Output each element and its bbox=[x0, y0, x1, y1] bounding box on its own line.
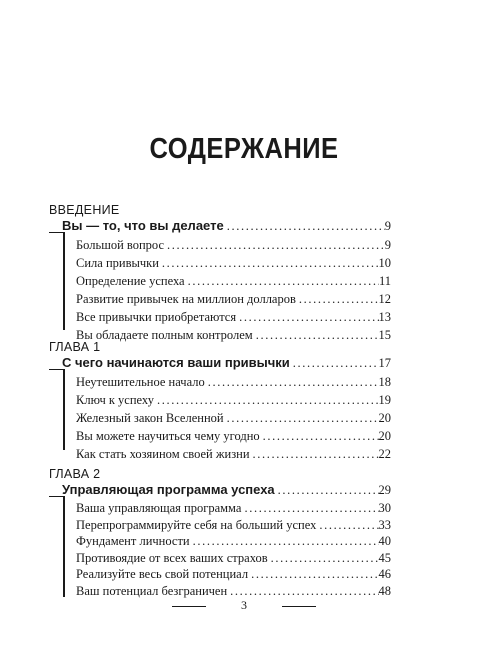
dot-leader bbox=[190, 532, 379, 550]
dot-leader bbox=[224, 217, 385, 235]
dot-leader bbox=[241, 499, 378, 517]
entry-title: Фундамент личности bbox=[76, 534, 190, 549]
section-vertical-bar bbox=[63, 369, 65, 450]
toc-entry[interactable] bbox=[76, 582, 391, 600]
page-number: 3 bbox=[241, 598, 247, 612]
page-ref: 30 bbox=[378, 501, 391, 515]
entry-title: Перепрограммируйте себя на больший успех bbox=[76, 517, 317, 532]
dot-leader bbox=[275, 481, 379, 499]
page-ref: 9 bbox=[384, 219, 391, 233]
page-ref: 45 bbox=[378, 550, 391, 565]
dot-leader bbox=[205, 373, 379, 391]
entry-title: Определение успеха bbox=[76, 274, 185, 288]
page-ref: 13 bbox=[378, 310, 391, 324]
entry-title: Развитие привычек на миллион долларов bbox=[76, 292, 296, 306]
chapter-title: Вы — то, что вы делаете bbox=[62, 218, 224, 233]
folio-rule-right bbox=[282, 606, 316, 607]
page-ref: 17 bbox=[378, 356, 391, 370]
dot-leader bbox=[248, 565, 378, 583]
toc-chapter-entry[interactable] bbox=[62, 217, 391, 235]
page-ref: 33 bbox=[378, 517, 391, 532]
dot-leader bbox=[296, 290, 379, 308]
dot-leader bbox=[227, 582, 378, 600]
entry-title: Неутешительное начало bbox=[76, 375, 205, 389]
entry-title: Все привычки приобретаются bbox=[76, 310, 237, 324]
entry-title: Ваша управляющая программа bbox=[76, 501, 242, 515]
page-ref: 12 bbox=[378, 292, 391, 306]
entry-title: Как стать хозяином своей жизни bbox=[76, 447, 250, 461]
dot-leader bbox=[236, 308, 378, 326]
entry-title: Ключ к успеху bbox=[76, 393, 154, 407]
toc-entry[interactable] bbox=[76, 409, 391, 427]
page-ref: 40 bbox=[378, 534, 391, 549]
dot-leader bbox=[268, 549, 379, 567]
entry-title: Сила привычки bbox=[76, 256, 159, 270]
page-ref: 29 bbox=[378, 483, 391, 497]
toc-entry[interactable] bbox=[76, 254, 391, 272]
entry-title: Реализуйте весь свой потенциал bbox=[76, 567, 249, 582]
section-vertical-bar bbox=[63, 232, 65, 330]
page-ref: 10 bbox=[378, 256, 391, 270]
page-ref: 20 bbox=[378, 411, 391, 425]
dot-leader bbox=[250, 445, 379, 463]
dot-leader bbox=[164, 236, 385, 254]
page-ref: 11 bbox=[378, 274, 391, 288]
section-label-introduction: ВВЕДЕНИЕ bbox=[49, 203, 120, 217]
section-vertical-bar bbox=[63, 496, 65, 597]
dot-leader bbox=[260, 427, 379, 445]
dot-leader bbox=[316, 516, 378, 534]
toc-entry[interactable] bbox=[76, 236, 391, 254]
toc-chapter-entry[interactable] bbox=[62, 354, 391, 372]
toc-entry[interactable] bbox=[76, 499, 391, 517]
entry-title: Вы можете научиться чему угодно bbox=[76, 429, 260, 443]
page-ref: 9 bbox=[384, 238, 391, 252]
page-ref: 46 bbox=[378, 567, 391, 582]
entry-title: Вы обладаете полным контролем bbox=[76, 328, 253, 342]
dot-leader bbox=[185, 272, 379, 290]
toc-entry[interactable] bbox=[76, 549, 391, 567]
dot-leader bbox=[154, 391, 379, 409]
entry-title: Противоядие от всех ваших страхов bbox=[76, 550, 268, 565]
page-ref: 19 bbox=[378, 393, 391, 407]
page-ref: 18 bbox=[378, 375, 391, 389]
page-ref: 15 bbox=[378, 328, 391, 342]
dot-leader bbox=[290, 354, 379, 372]
page-ref: 22 bbox=[378, 447, 391, 461]
toc-entry[interactable] bbox=[76, 445, 391, 463]
toc-entry[interactable] bbox=[76, 290, 391, 308]
dot-leader bbox=[224, 409, 379, 427]
toc-chapter-entry[interactable] bbox=[62, 481, 391, 499]
chapter-title: С чего начинаются ваши привычки bbox=[62, 355, 290, 370]
toc-entry[interactable] bbox=[76, 326, 391, 344]
toc-entry[interactable] bbox=[76, 565, 391, 583]
page-ref: 20 bbox=[378, 429, 391, 443]
toc-entry[interactable] bbox=[76, 308, 391, 326]
page-ref: 48 bbox=[378, 584, 391, 598]
dot-leader bbox=[253, 326, 379, 344]
section-label-chapter-1: ГЛАВА 1 bbox=[49, 340, 101, 354]
entry-title: Железный закон Вселенной bbox=[76, 411, 224, 425]
dot-leader bbox=[159, 254, 379, 272]
toc-entry[interactable] bbox=[76, 516, 391, 534]
section-label-chapter-2: ГЛАВА 2 bbox=[49, 467, 101, 481]
toc-entry[interactable] bbox=[76, 427, 391, 445]
entry-title: Ваш потенциал безграничен bbox=[76, 584, 228, 598]
page-title: СОДЕРЖАНИЕ bbox=[149, 133, 339, 165]
toc-entry[interactable] bbox=[76, 532, 391, 550]
chapter-title: Управляющая программа успеха bbox=[62, 482, 275, 497]
toc-entry[interactable] bbox=[76, 391, 391, 409]
entry-title: Большой вопрос bbox=[76, 238, 165, 252]
toc-entry[interactable] bbox=[76, 272, 391, 290]
toc-entry[interactable] bbox=[76, 373, 391, 391]
